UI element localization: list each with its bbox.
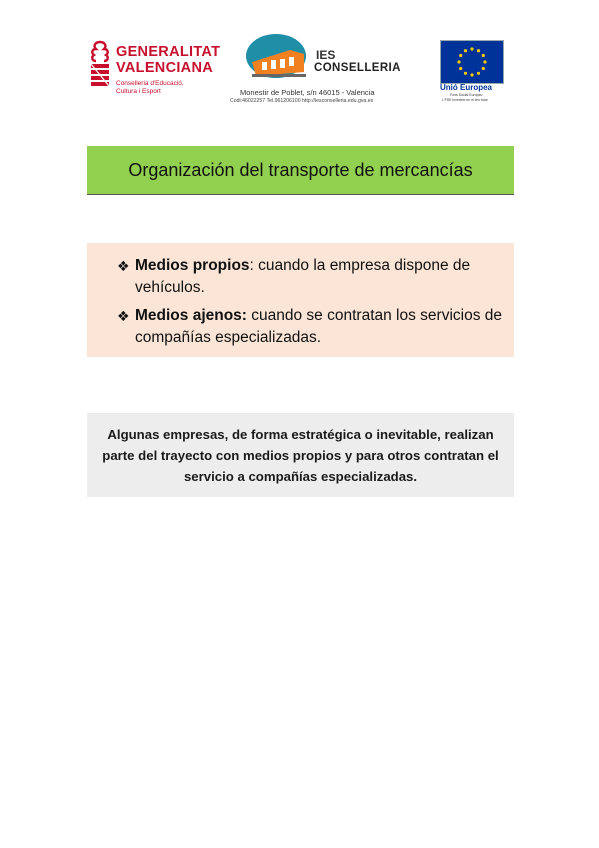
diamond-bullet-icon: ❖ [117,258,130,274]
bullet-term: Medios propios [135,257,250,274]
eu-flag-icon [440,40,504,84]
ies-name: CONSELLERIA [314,62,401,74]
note-box [87,413,514,497]
eu-logo [440,40,504,104]
eu-slogan: L'FSE inverteix en el teu futur [442,98,488,102]
bullet-text: : cuando la empresa dispone de vehículos. [135,257,471,296]
ies-building-emblem-icon [246,32,324,88]
generalitat-name: GENERALITAT VALENCIANA [116,44,221,76]
page-title: Organización del transporte de mercancías [128,159,473,180]
generalitat-emblem-icon [88,40,112,92]
title-banner [87,146,514,195]
eu-title: Unió Europea [440,83,493,92]
list-item [117,255,507,299]
ies-label: IES [316,48,336,62]
ies-address: Monestir de Poblet, s/n 46015 - Valencia [240,88,375,97]
header-logos [0,0,599,120]
diamond-bullet-icon: ❖ [117,308,130,324]
bullet-term: Medios ajenos: [135,307,247,324]
transport-types-box [87,243,514,357]
ies-conselleria-logo [228,32,408,112]
generalitat-logo [88,40,221,100]
generalitat-department: Conselleria d'Educació, Cultura i Esport [116,80,184,95]
eu-fund: Fons Social Europeu [450,93,483,97]
list-item [117,305,507,349]
bullet-text: cuando se contratan los servicios de compañías especializadas. [135,307,502,346]
ies-contact: Codi:46022257 Tel.961206100 http://iesconselleria.edu.gva.es [230,98,374,104]
note-text: Algunas empresas, de forma estratégica o inevitable, realizan parte del trayecto con medios propios y para otros contratan el servicio a compañías especializadas. [102,426,499,484]
